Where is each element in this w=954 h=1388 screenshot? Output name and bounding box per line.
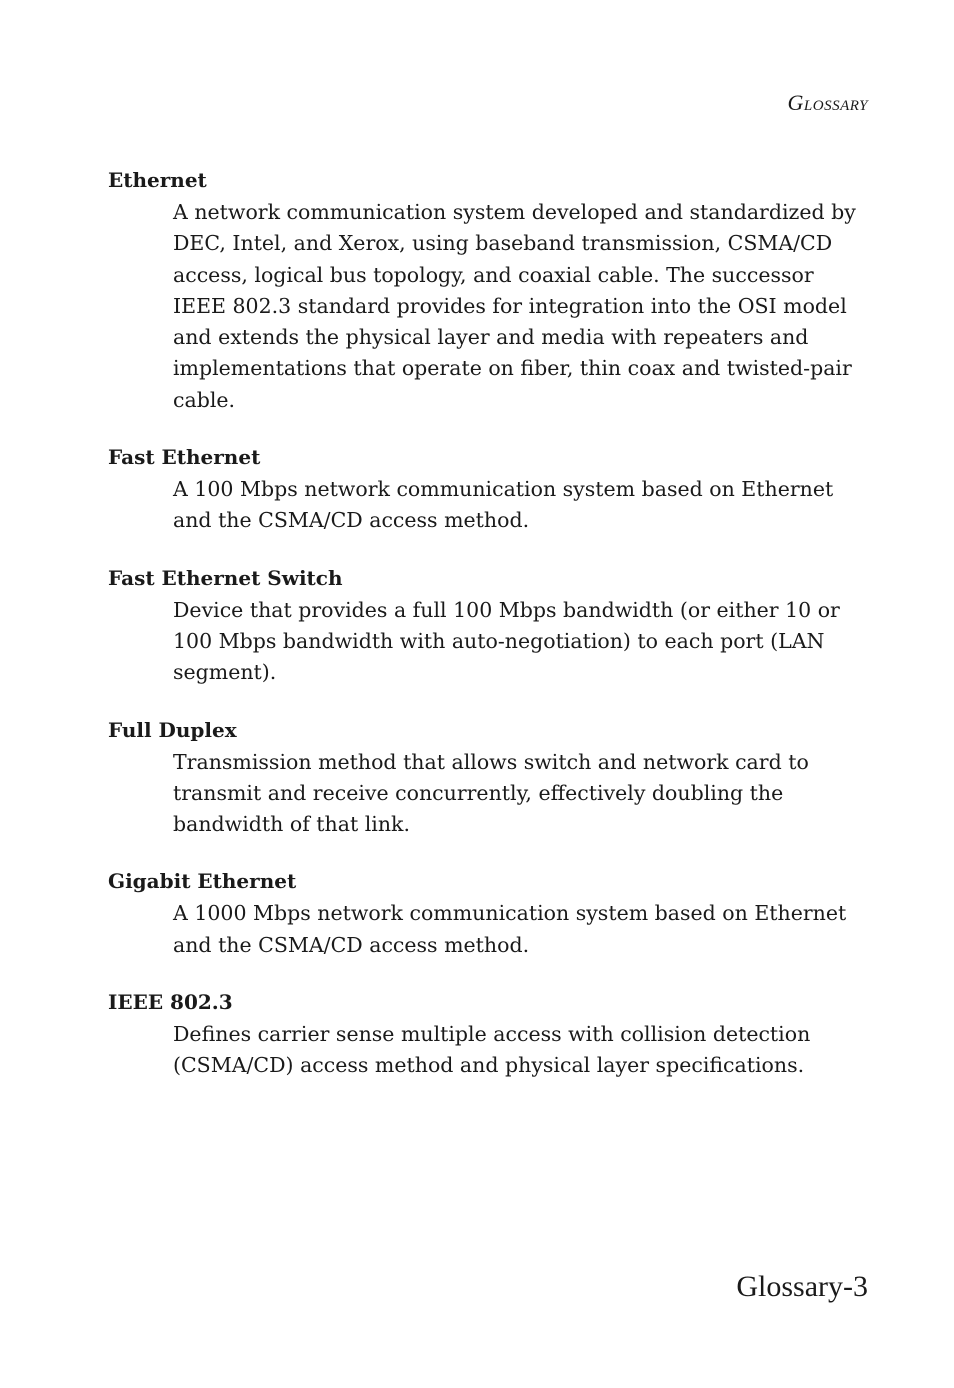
glossary-term: Fast Ethernet Switch [108,565,343,590]
glossary-term: IEEE 802.3 [108,990,233,1015]
glossary-entry-full-duplex [108,715,868,841]
glossary-entry-ieee-802-3 [108,987,868,1082]
glossary-entry-fast-ethernet [108,442,868,537]
glossary-term: Ethernet [108,168,207,192]
glossary-term: Full Duplex [108,717,237,742]
glossary-definition: A 100 Mbps network communication system based on Ethernet and the CSMA/CD access method. [173,477,834,533]
glossary-entry-gigabit-ethernet [108,866,868,961]
glossary-term: Fast Ethernet [108,445,261,470]
glossary-definition: A 1000 Mbps network communication system based on Ethernet and the CSMA/CD access method. [173,901,847,957]
page-number: Glossary-3 [736,1270,868,1303]
glossary-definition: Device that provides a full 100 Mbps bandwidth (or either 10 or 100 Mbps bandwidth with auto-negotiation) to each port (LAN segment). [173,597,840,685]
glossary-term: Gigabit Ethernet [108,869,297,894]
glossary-definition: Defines carrier sense multiple access with collision detection (CSMA/CD) access method and physical layer specifications. [173,1022,811,1078]
glossary-entry-ethernet [108,165,868,416]
glossary-list [108,165,868,1108]
running-head: Glossary [787,90,868,115]
glossary-entry-fast-ethernet-switch [108,563,868,689]
glossary-definition: A network communication system developed and standardized by DEC, Intel, and Xerox, using baseband transmission, CSMA/CD access, logical bus topology, and coaxial cable. The successor IEEE 802.3 standard provides for integration into the OSI model and extends the physical layer and media with repeaters and implementations that operate on fiber, thin coax and twisted-pair cable. [173,200,856,412]
glossary-definition: Transmission method that allows switch and network card to transmit and receive concurrently, effectively doubling the bandwidth of that link. [173,749,809,837]
